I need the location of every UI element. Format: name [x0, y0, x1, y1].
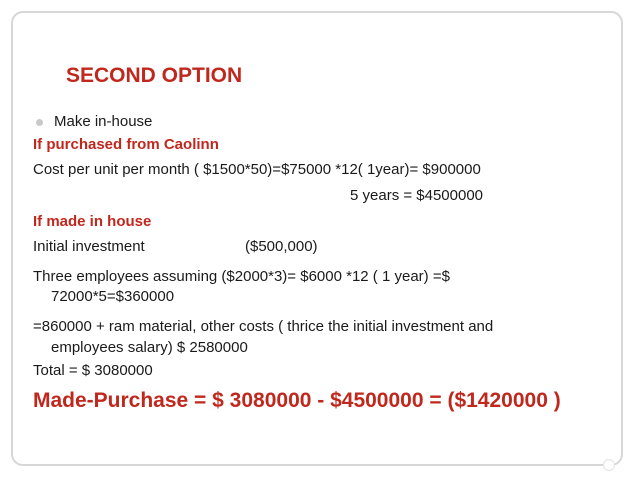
total-line: Total = $ 3080000 — [33, 362, 153, 379]
result-line: Made-Purchase = $ 3080000 - $4500000 = ($1420000 ) — [33, 389, 561, 412]
page-indicator — [603, 459, 615, 471]
purchase-cost-line: Cost per unit per month ( $1500*50)=$75000 *12( 1year)= $900000 — [33, 161, 481, 178]
other-costs-line-2: employees salary) $ 2580000 — [51, 339, 248, 356]
bullet-dot-icon — [36, 119, 43, 126]
bullet-text: Make in-house — [54, 113, 153, 130]
other-costs-line-1: =860000 + ram material, other costs ( thrice the initial investment and — [33, 318, 494, 335]
employees-line-1: Three employees assuming ($2000*3)= $6000 *12 ( 1 year) =$ — [33, 268, 450, 285]
bullet-item — [36, 113, 152, 131]
slide-title: SECOND OPTION — [66, 64, 243, 87]
initial-investment-value: ($500,000) — [245, 238, 318, 255]
employees-line-2: 72000*5=$360000 — [51, 288, 175, 305]
inhouse-heading: If made in house — [33, 213, 152, 230]
purchase-heading: If purchased from Caolinn — [33, 136, 219, 153]
initial-investment-label: Initial investment — [33, 238, 145, 255]
purchase-total-line: 5 years = $4500000 — [350, 187, 484, 204]
